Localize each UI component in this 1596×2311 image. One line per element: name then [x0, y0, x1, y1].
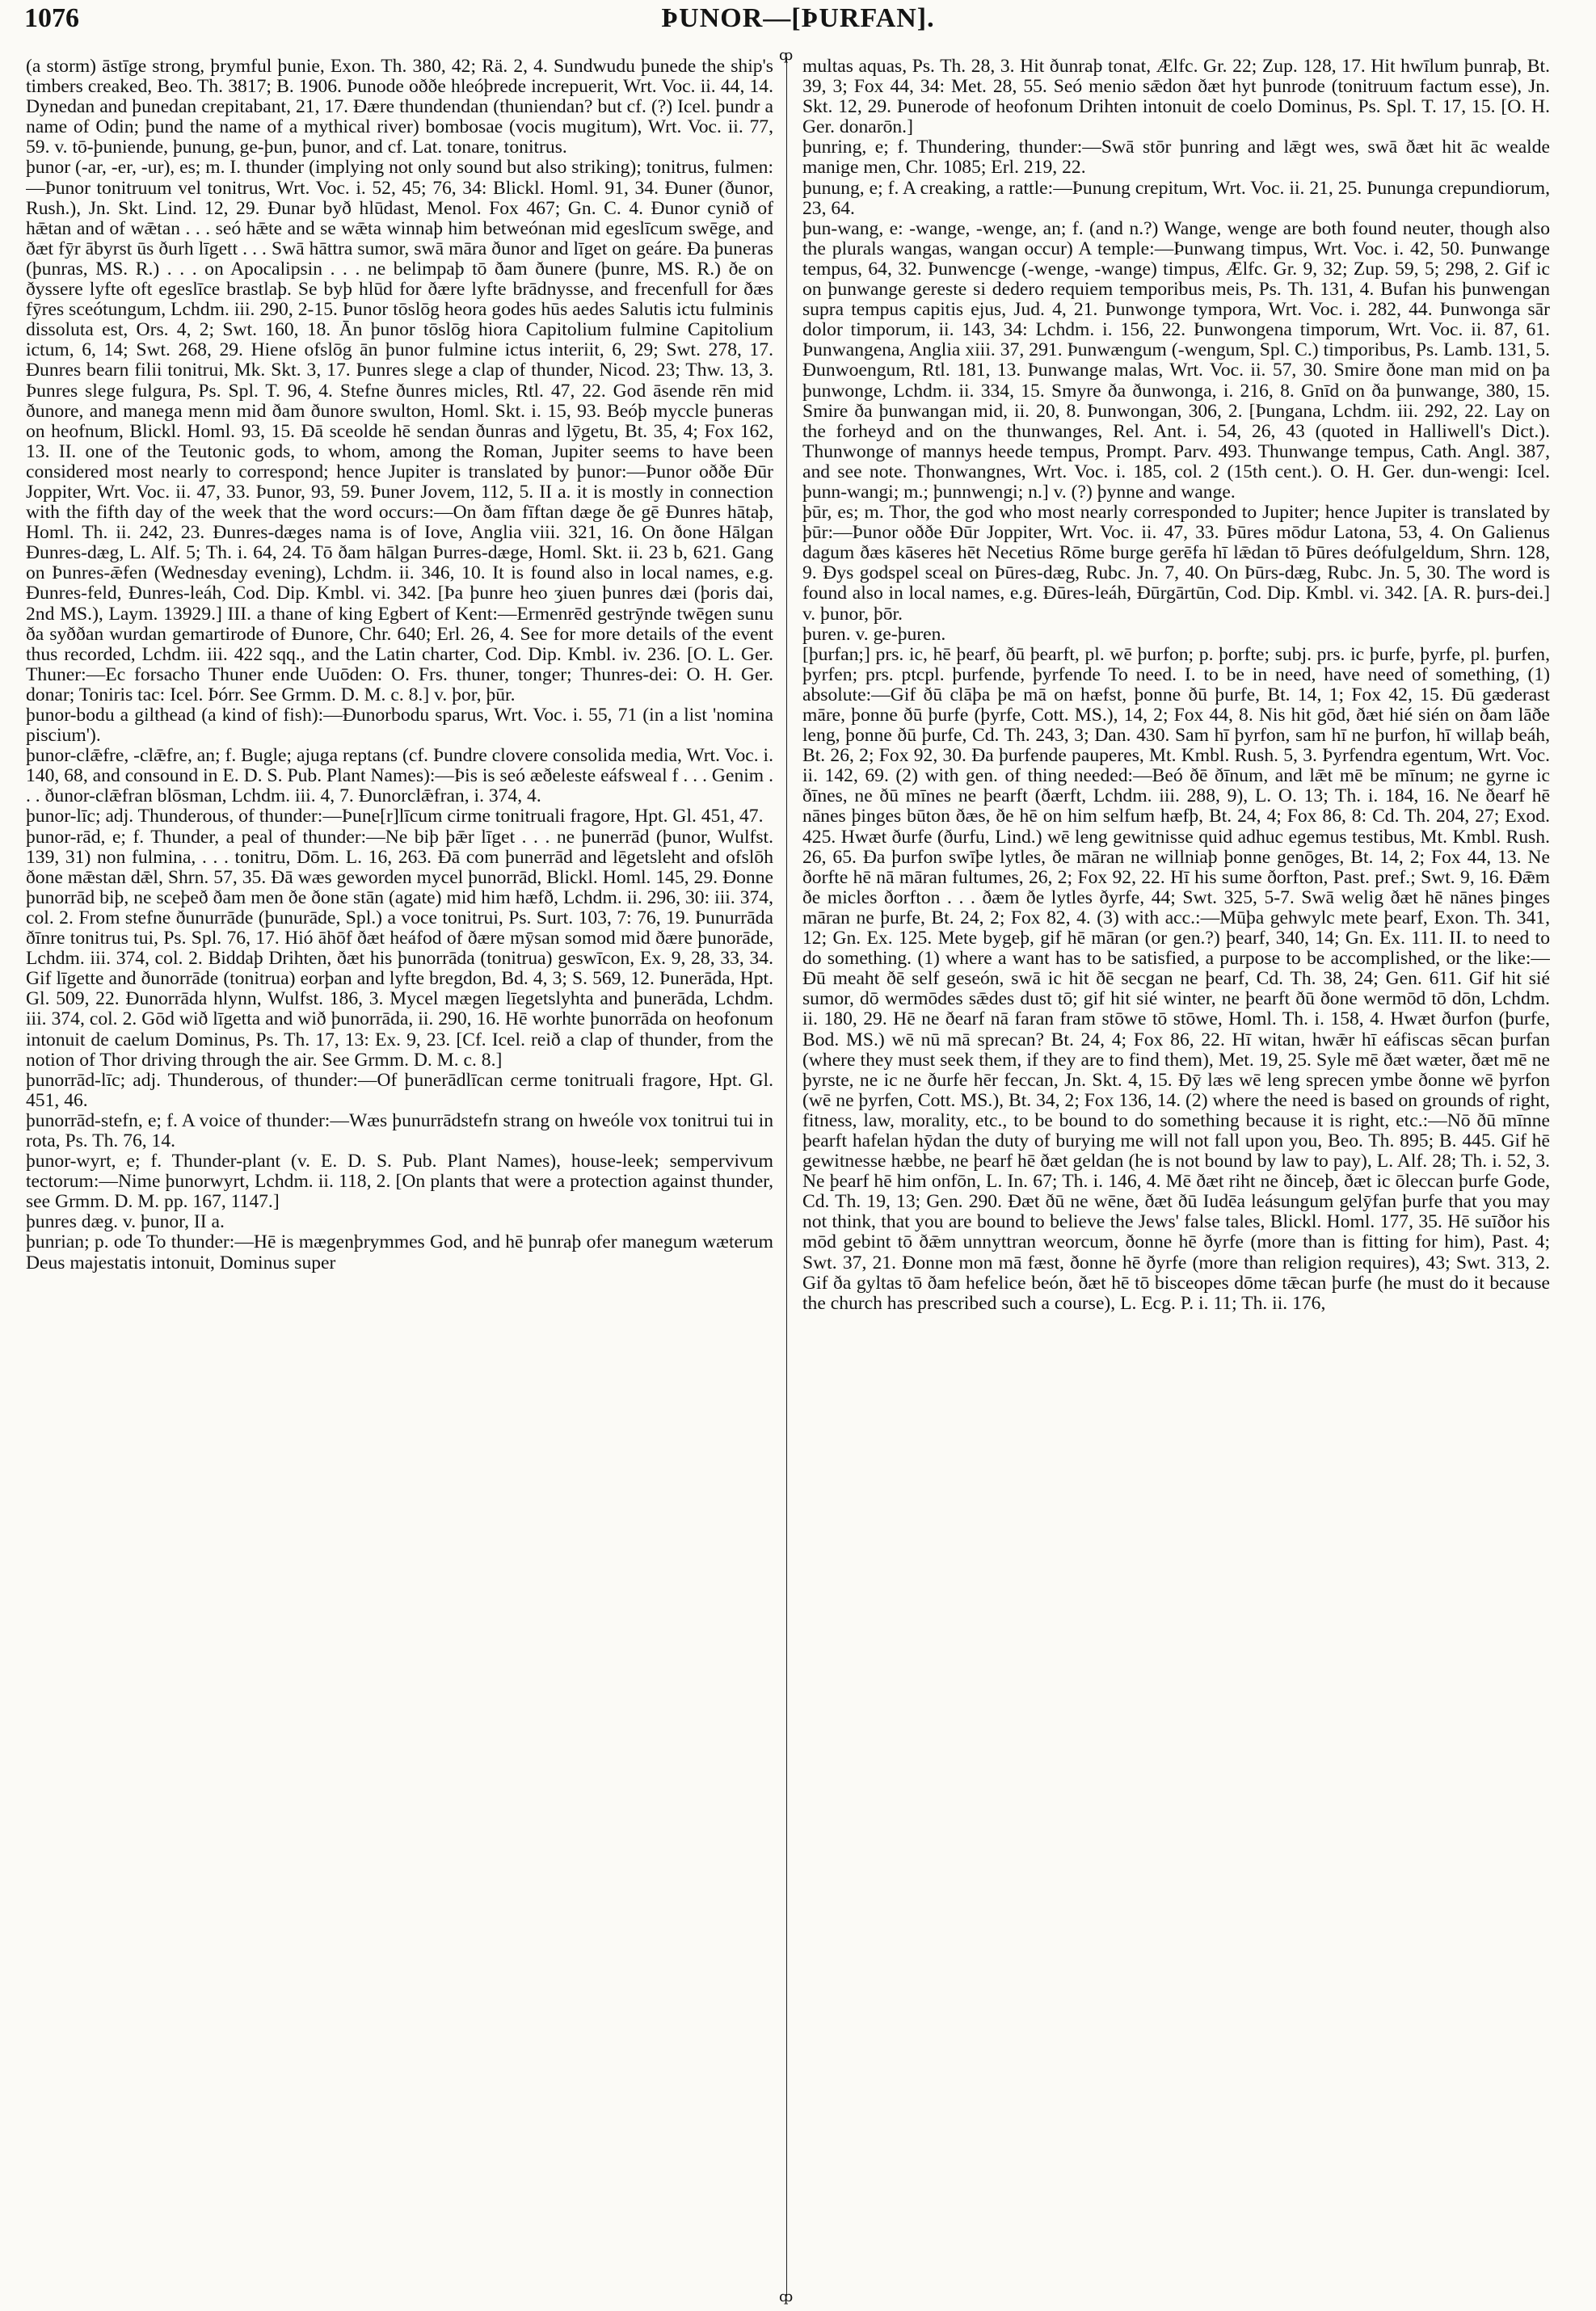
rule-ornament-bottom: ȹ: [779, 2288, 794, 2305]
page-header: [24, 3, 1572, 42]
left-column: [26, 57, 773, 2303]
rule-ornament-top: ȹ: [779, 47, 794, 64]
page-number: 1076: [24, 3, 79, 33]
entry-thunring: þunring, e; f. Thundering, thunder:—Swā stōr þunring and lǣgt wes, swā ðæt hit āc wealde manige men, Chr. 1085; Erl. 219, 22.: [802, 137, 1550, 179]
entry-thunor-wyrt: þunor-wyrt, e; f. Thunder-plant (v. E. D. S. Pub. Plant Names), house-leek; sempervivum tectorum:—Nime þunorwyrt, Lchdm. ii. 118, 2. [On plants that were a protection against thunder, see Grmm. D. M. pp. 167, 1147.]: [26, 1151, 773, 1213]
entry-thunres-daeg: þunres dæg. v. þunor, II a.: [26, 1211, 225, 1233]
entry-continuation-thunrian: multas aquas, Ps. Th. 28, 3. Hit ðunraþ tonat, Ælfc. Gr. 22; Zup. 128, 17. Hit hwīlum þunraþ, Bt. 39, 3; Fox 44, 34: Met. 28, 55. Seó menio sǣdon ðæt hyt þunrode (tonitruum factum esse), Jn. Skt. 12, 29. Þunerode of heofonum Drihten intonuit de coelo Dominus, Ps. Spl. T. 17, 15. [O. H. Ger. donarōn.]: [802, 57, 1550, 138]
entry-thur: þūr, es; m. Thor, the god who most nearly corresponded to Jupiter; hence Jupiter is translated by þūr:—Þunor oððe Ðūr Joppiter, Wrt. Voc. ii. 47, 33. Þūres mōdur Latona, 53, 4. On Galienus dagum ðæs kāseres hēt Necetius Rōme burge gerēfa hī lǣdan tō Þūres deófulgeldum, Shrn. 128, 9. Ðys godspel sceal on Þūres-dæg, Rubc. Jn. 7, 40. On Þūrs-dæg, Rubc. Jn. 5, 30. The word is found also in local names, e.g. Ðūres-leáh, Ðūrgārtūn, Cod. Dip. Kmbl. vi. 342. [A. R. þurs-dei.] v. þunor, þōr.: [802, 502, 1550, 625]
entry-thunor-bodu: þunor-bodu a gilthead (a kind of fish):—Ðunorbodu sparus, Wrt. Voc. i. 55, 71 (in a list 'nomina piscium').: [26, 705, 773, 747]
column-rule: [786, 57, 787, 2295]
running-head: ÞUNOR—[ÞURFAN].: [661, 3, 935, 33]
entry-thunung: þunung, e; f. A creaking, a rattle:—Þunung crepitum, Wrt. Voc. ii. 21, 25. Þununga crepundiorum, 23, 64.: [802, 177, 1550, 219]
entry-thurfan: [þurfan;] prs. ic, hē þearf, ðū þearft, pl. wē þurfon; p. þorfte; subj. prs. ic þurfe, þyrfe, pl. þurfen, þyrfen; prs. ptcpl. þurfende, þyrfende To need. I. to be in need, have need of something, (1) absolute:—Gif ðū clāþa þe mā on hæfst, þonne ðū þurfe, Bt. 14, 1; Fox 42, 15. Ðū gæderast māre, þonne ðū þurfe (þyrfe, Cott. MS.), 14, 2; Fox 44, 8. Nis hit gōd, ðæt hié sién on ðam lāðe leng, þonne ðū þurfe, Cd. Th. 243, 3; Dan. 430. Sam hī þyrfon, sam hī ne þurfon, hī willaþ beáh, Bt. 26, 2; Fox 92, 30. Ða þurfende pauperes, Mt. Kmbl. Rush. 5, 3. Þyrfendra egentum, Wrt. Voc. ii. 142, 69. (2) with gen. of thing needed:—Beó ðē ðīnum, and lǣt mē be mīnum; ne gyrne ic ðīnes, ne ðū mīnes ne þearft (ðærft, Lchdm. iii. 288, 9), L. O. 13; Th. i. 184, 16. Ne ðearf hē nānes þinges būton ðæs, ðe hē on him selfum hæfþ, Bt. 24, 4; Fox 86, 8: Cd. Th. 204, 27; Exod. 425. Hwæt ðurfe (ðurfu, Lind.) wē leng gewitnisse quid adhuc egemus testibus, Mt. Kmbl. Rush. 26, 65. Ða þurfon swīþe lytles, ðe māran ne willniaþ þonne genōges, Bt. 14, 2; Fox 44, 13. Ne ðorfte hē nā māran fultumes, 26, 2; Fox 92, 22. Hī his sume ðorfton, Past. pref.; Swt. 9, 16. Ðǣm ðe micles ðorfton . . . ðæm ðe lytles ðyrfe, 44; Swt. 325, 5-7. Swā welig ðæt hē nānes þinges māran ne þurfe, Bt. 24, 2; Fox 82, 4. (3) with acc.:—Mūþa gehwylc mete þearf, Exon. Th. 341, 12; Gn. Ex. 125. Mete bygeþ, gif hē māran (or gen.?) þearf, 340, 14; Gn. Ex. 111. II. to need to do something. (1) where a want has to be satisfied, a purpose to be accomplished, or the like:—Ðū meaht ðē self geseón, swā ic hit ðē secgan ne þearf, Cd. Th. 38, 24; Gen. 611. Gif hit sié sumor, dō wermōdes sǣdes dust tō; gif hit sié winter, ne þearft ðū ðone wermōd tō dōn, Lchdm. ii. 180, 29. Hē ne ðearf nā faran fram stōwe tō stōwe, Homl. Th. i. 158, 4. Hwæt ðurfon (þurfe, Bod. MS.) wē nū mā sprecan? Bt. 24, 4; Fox 86, 22. Hī witan, hwǣr hī eáfiscas sēcan þurfan (where they must seek them, if they are to find them), Met. 19, 25. Syle mē ðæt wæter, ðæt mē ne þyrste, ne ic ne ðurfe hēr feccan, Jn. Skt. 4, 15. Ðȳ læs wē leng sprecen ymbe ðonne wē þyrfon (wē ne þyrfen, Cott. MS.), Bt. 34, 2; Fox 136, 14. (2) where the need is based on grounds of right, fitness, law, morality, etc., to be bound to do something because it is right, etc.:—Nō ðū mīnne þearft hafelan hȳdan the duty of burying me will not fall upon you, Beo. Th. 895; B. 445. Gif hē gewitnesse hæbbe, ne þearf hē ðæt geldan (he is not bound by law to pay), L. Alf. 28; Th. i. 52, 3. Ne þearf hē him onfōn, L. In. 67; Th. i. 146, 4. Mē ðæt riht ne ðinceþ, ðæt ic ōleccan þurfe Gode, Cd. Th. 19, 13; Gen. 290. Ðæt ðū ne wēne, ðæt ðū Iudēa leásungum gelȳfan þurfe that you may not think, that you are bound to believe the Jews' false tales, Blickl. Homl. 177, 35. Hē suīðor his mōd gebint tō ðǣm unnyttran weorcum, ðonne hē ðyrfe (more than is fitting for him), Past. 4; Swt. 37, 21. Ðonne mon mā fæst, ðonne hē ðyrfe (more than religion requires), 43; Swt. 313, 2. Gif ða gyltas tō ðam hefelice beón, ðæt hē tō bisceopes dōme tǣcan þurfe (he must do it because the church has prescribed such a course), L. Ecg. P. i. 11; Th. ii. 176,: [802, 643, 1550, 1314]
entry-thunrian: þunrian; p. ode To thunder:—Hē is mægenþrymmes God, and hē þunraþ ofer manegum wæterum Deus majestatis intonuit, Dominus super: [26, 1231, 773, 1273]
entry-thun-wang: þun-wang, e: -wange, -wenge, an; f. (and n.?) Wange, wenge are both found neuter, though also the plurals wangas, wangan occur) A temple:—Þunwang timpus, Wrt. Voc. i. 42, 50. Þunwange tempus, 64, 32. Þunwencge (-wenge, -wange) timpus, Ælfc. Gr. 9, 32; Zup. 59, 5; 298, 2. Gif ic on þunwange gereste si dedero requiem temporibus meis, Ps. Th. 131, 4. Bufan his þunwengan supra tempus capitis ejus, Jud. 4, 21. Þunwonge tympora, Wrt. Voc. i. 282, 44. Þunwonga sār dolor timporum, ii. 143, 34: Lchdm. i. 156, 22. Þunwongena timporum, Wrt. Voc. ii. 87, 61. Þunwangena, Anglia xiii. 37, 291. Þunwængum (-wengum, Spl. C.) timporibus, Ps. Lamb. 131, 5. Ðunwoengum, Rtl. 181, 13. Þunwange malas, Wrt. Voc. ii. 57, 30. Smire ðone man mid on þa þunwonge, Lchdm. ii. 334, 15. Smyre ða ðunwonga, i. 216, 8. Gnīd on ða þunwange, 380, 15. Smire ða þunwangan mid, ii. 20, 8. Þunwongan, 306, 2. [Þungana, Lchdm. iii. 292, 22. Lay on the forheyd and on the thunwanges, Rel. Ant. i. 54, 26, 43 (quoted in Halliwell's Dict.). Thunwonge of mannys heede tempus, Prompt. Parv. 493. Thunwange tempus, Cath. Angl. 387, and see note. Thonwangnes, Wrt. Voc. i. 185, col. 2 (15th cent.). O. H. Ger. dun-wengi: Icel. þunn-wangi; m.; þunnwengi; n.] v. (?) þynne and wange.: [802, 217, 1550, 503]
entry-thunor: þunor (-ar, -er, -ur), es; m. I. thunder (implying not only sound but also striking); tonitrus, fulmen:—Þunor tonitruum vel tonitrus, Wrt. Voc. i. 52, 45; 76, 34: Blickl. Homl. 91, 34. Ðuner (ðunor, Rush.), Jn. Skt. Lind. 12, 29. Ðunar byð hlūdast, Menol. Fox 467; Gn. C. 4. Ðunor cynið of hǣtan and of wǣtan . . . seó hǣte and se wǣta winnaþ him betweónan mid egeslīcum swēge, and ðæt fȳr ābyrst ūs ðurh līgett . . . Swā hāttra sumor, swā māra ðunor and līget on geáre. Ða þuneras (þunras, MS. R.) . . . on Apocalipsin . . . ne belimpaþ tō ðam ðunere (þunre, MS. R.) ðe on ðyssere lyfte oft egeslīce brastlaþ. Se byþ hlūd for ðære lyfte brādnysse, and frecenfull for ðæs fȳres sceótungum, Lchdm. iii. 290, 2-15. Þunor tōslōg heora godes hūs aedes Salutis ictu fulminis dissoluta est, Ors. 4, 2; Swt. 160, 18. Ān þunor tōslōg hiora Capitolium fulmine Capitolium ictum, 6, 14; Swt. 268, 29. Hiene ofslōg ān þunor fulmine ictus interiit, 6, 29; Swt. 278, 17. Ðunres bearn filii tonitrui, Mk. Skt. 3, 17. Þunres slege a clap of thunder, Nicod. 23; Thw. 13, 3. Þunres slege fulgura, Ps. Spl. T. 96, 4. Stefne ðunres micles, Rtl. 47, 22. God āsende rēn mid ðunore, and manega menn mid ðam ðunore swulton, Homl. Skt. i. 15, 93. Beóþ myccle þuneras on heofnum, Blickl. Homl. 93, 15. Ðā sceolde hē sendan ðunras and lȳgetu, Bt. 35, 4; Fox 162, 13. II. one of the Teutonic gods, to whom, among the Roman, Jupiter seems to have been considered most nearly to correspond; hence Jupiter is translated by þunor:—Þunor oððe Ðūr Joppiter, Wrt. Voc. ii. 47, 33. Þunor, 93, 59. Þuner Jovem, 112, 5. II a. it is mostly in connection with the fifth day of the week that the word occurs:—On ðam fīftan dæge ðe gē Ðunres hātaþ, Homl. Th. ii. 242, 23. Ðunres-dæges nama is of Iove, Anglia viii. 321, 16. On ðone Hālgan Ðunres-dæg, L. Alf. 5; Th. i. 64, 24. Tō ðam hālgan Þurres-dæge, Homl. Skt. ii. 23 b, 621. Gang on Þunres-ǣfen (Wednesday evening), Lchdm. ii. 346, 10. It is found also in local names, e.g. Ðunres-feld, Ðunres-leáh, Cod. Dip. Kmbl. vi. 342. [Þa þunre heo ʒiuen þunres dæi (þoris dai, 2nd MS.), Laym. 13929.] III. a thane of king Egbert of Kent:—Ermenrēd gestrȳnde twēgen sunu ða syððan wurdan gemartirode of Ðunore, Chr. 640; Erl. 26, 4. See for more details of the event thus recorded, Lchdm. iii. 422 sqq., and the Latin charter, Cod. Dip. Kmbl. iv. 236. [O. L. Ger. Thuner:—Ec forsacho Thuner ende Uuōden: O. Frs. thuner, tonger; Thunres-dei: O. H. Ger. donar; Toniris tac: Icel. Þórr. See Grmm. D. M. c. 8.] v. þor, þūr.: [26, 157, 773, 705]
entry-thunor-lic: þunor-līc; adj. Thunderous, of thunder:—Þune[r]līcum cirme tonitruali fragore, Hpt. Gl. 451, 47.: [26, 806, 764, 827]
entry-continuation-thunian: (a storm) āstīge strong, þrymful þunie, Exon. Th. 380, 42; Rä. 2, 4. Sundwudu þunede the ship's timbers creaked, Beo. Th. 3817; B. 1906. Þunode oððe hleóþrede increpuerit, Wrt. Voc. ii. 44, 14. Dynedan and þunedan crepitabant, 21, 17. Ðære thundendan (thuniendan? but cf. (?) Icel. þundr a name of Odin; þund the name of a mythical river) bombosae (vocis mugitum), Wrt. Voc. ii. 77, 59. v. tō-þuniende, þunung, ge-þun, þunor, and cf. Lat. tonare, tonitrus.: [26, 57, 773, 158]
entry-thunor-claefre: þunor-clǣfre, -clǣfre, an; f. Bugle; ajuga reptans (cf. Þundre clovere consolida media, Wrt. Voc. i. 140, 68, and consound in E. D. S. Pub. Plant Names):—Þis is seó æðeleste eáfsweal f . . . Genim . . . ðunor-clǣfran blōsman, Lchdm. iii. 4, 7. Ðunorclǣfran, i. 374, 4.: [26, 745, 773, 807]
right-column: [802, 57, 1550, 2303]
entry-thunorrad-stefn: þunorrād-stefn, e; f. A voice of thunder:—Wæs þunurrādstefn strang on hweóle vox tonitrui tui in rota, Ps. Th. 76, 14.: [26, 1109, 773, 1151]
entry-thunorrad-lic: þunorrād-līc; adj. Thunderous, of thunder:—Of þunerādlīcan cerme tonitruali fragore, Hpt. Gl. 451, 46.: [26, 1069, 773, 1111]
entry-thunor-rad: þunor-rād, e; f. Thunder, a peal of thunder:—Ne biþ þǣr līget . . . ne þunerrād (þunor, Wulfst. 139, 31) non fulmina, . . . tonitru, Dōm. L. 16, 263. Ðā com þunerrād and lēgetsleht and ofslōh ðone mǣstan dǣl, Shrn. 57, 35. Ðā wæs geworden mycel þunorrād, Blickl. Homl. 145, 29. Ðonne þunorrād biþ, ne sceþeð ðam men ðe ðone stān (agate) mid him hæfð, Lchdm. ii. 296, 30: iii. 374, col. 2. From stefne ðunurrāde (þunurāde, Spl.) a voce tonitrui, Ps. Surt. 103, 7: 76, 19. Þunurrāda ðīnre tonitrus tui, Ps. Spl. 76, 17. Hió āhōf ðæt heáfod of ðære mȳsan somod mid ðære þunorāde, Lchdm. iii. 374, col. 2. Biddaþ Drihten, ðæt his þunorrāda (tonitrua) geswīcon, Ex. 9, 28, 33, 34. Gif līgette and ðunorrāde (tonitrua) eorþan and lyfte bregdon, Bd. 4, 3; S. 569, 12. Þunerāda, Hpt. Gl. 509, 22. Ðunorrāda hlynn, Wulfst. 186, 3. Mycel mægen līegetslyhta and þunerāda, Lchdm. iii. 374, col. 2. Gōd wið līgetta and wið þunorrāda, ii. 290, 16. Hē worhte þunorrāda on heofonum intonuit de caelum Dominus, Ps. Th. 17, 13: Ex. 9, 23. [Cf. Icel. reið a clap of thunder, from the notion of Thor driving through the air. See Grmm. D. M. c. 8.]: [26, 826, 773, 1071]
entry-thuren: þuren. v. ge-þuren.: [802, 623, 946, 645]
